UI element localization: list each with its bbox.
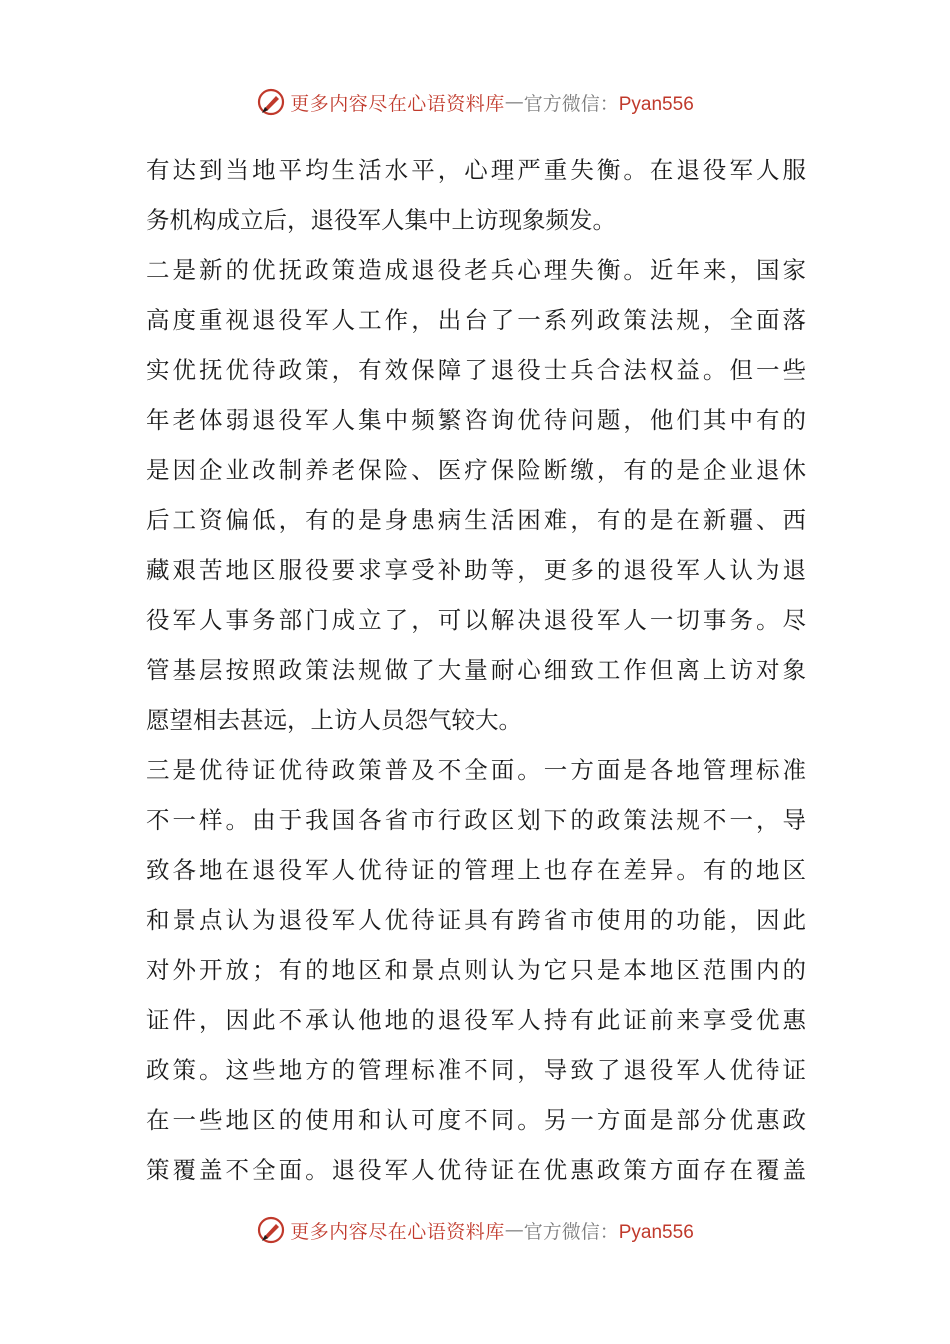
text-line: 后工资偏低，有的是身患病生活困难，有的是在新疆、西 <box>146 506 806 534</box>
footer-banner <box>0 1210 950 1250</box>
text-line: 证件，因此不承认他地的退役军人持有此证前来享受优惠 <box>146 1006 806 1034</box>
footer-wechat <box>524 1217 694 1244</box>
header-separator: — <box>504 91 524 113</box>
text-line: 务机构成立后，退役军人集中上访现象频发。 <box>146 206 616 234</box>
footer-separator: — <box>504 1219 524 1241</box>
text-line: 高度重视退役军人工作，出台了一系列政策法规，全面落 <box>146 306 806 334</box>
footer-wechat-label: 官方微信： <box>523 1220 619 1243</box>
text-line: 实优抚优待政策，有效保障了退役士兵合法权益。但一些 <box>146 356 806 384</box>
footer-wechat-id: Pyan556 <box>618 1221 694 1243</box>
text-line: 役军人事务部门成立了，可以解决退役军人一切事务。尽 <box>146 606 806 634</box>
text-line: 策覆盖不全面。退役军人优待证在优惠政策方面存在覆盖 <box>146 1156 806 1184</box>
text-line: 三是优待证优待政策普及不全面。一方面是各地管理标准 <box>146 756 806 784</box>
header-site-text: 更多内容尽在心语资料库 <box>290 92 505 115</box>
footer-site-text: 更多内容尽在心语资料库 <box>290 1220 505 1243</box>
text-line: 是因企业改制养老保险、医疗保险断缴，有的是企业退休 <box>146 456 806 484</box>
pen-logo-icon <box>256 87 286 117</box>
header-banner <box>0 82 950 122</box>
text-line: 和景点认为退役军人优待证具有跨省市使用的功能，因此 <box>146 906 806 934</box>
header-wechat-id: Pyan556 <box>618 93 694 115</box>
text-line: 政策。这些地方的管理标准不同，导致了退役军人优待证 <box>146 1056 806 1084</box>
text-line: 有达到当地平均生活水平，心理严重失衡。在退役军人服 <box>146 156 806 184</box>
text-line: 管基层按照政策法规做了大量耐心细致工作但离上访对象 <box>146 656 806 684</box>
text-line: 愿望相去甚远，上访人员怨气较大。 <box>146 706 522 734</box>
text-line: 二是新的优抚政策造成退役老兵心理失衡。近年来，国家 <box>146 256 806 284</box>
text-line: 年老体弱退役军人集中频繁咨询优待问题，他们其中有的 <box>146 406 806 434</box>
text-line: 在一些地区的使用和认可度不同。另一方面是部分优惠政 <box>146 1106 806 1134</box>
text-line: 藏艰苦地区服役要求享受补助等，更多的退役军人认为退 <box>146 556 806 584</box>
header-wechat-label: 官方微信： <box>523 92 619 115</box>
text-line: 致各地在退役军人优待证的管理上也存在差异。有的地区 <box>146 856 806 884</box>
pen-logo-icon <box>256 1215 286 1245</box>
text-line: 不一样。由于我国各省市行政区划下的政策法规不一，导 <box>146 806 806 834</box>
header-wechat <box>524 89 694 116</box>
document-body <box>146 145 806 1195</box>
text-line: 对外开放；有的地区和景点则认为它只是本地区范围内的 <box>146 956 806 984</box>
